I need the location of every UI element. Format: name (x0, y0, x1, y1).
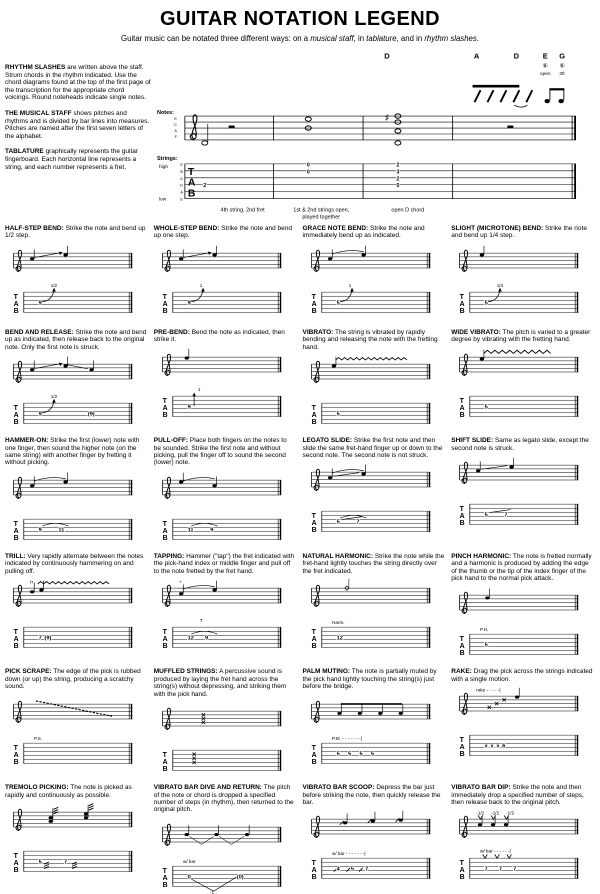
notation-example (303, 808, 439, 886)
legend-entry-whole-step-bend (154, 225, 298, 323)
svg-text:C: C (174, 123, 177, 128)
trill-mark: tr (30, 579, 34, 585)
entry-title: PULL-OFF: (153, 437, 189, 445)
tab-numbers: 5 7 (38, 859, 68, 866)
entry-title: RAKE: (451, 668, 472, 676)
tab-numbers: 5 (484, 300, 488, 307)
entry-desc: Drag the pick across the strings indicated with a single motion. (451, 668, 593, 683)
notation-example (451, 242, 587, 320)
entry-title: NATURAL HARMONIC: (302, 552, 374, 560)
entry-desc: Strike the note while the fret-hand lightly touches the string directly over the fret indicated. (302, 552, 445, 575)
entry-desc: Strike the first note and then slide the same fret-hand finger up or down to the second note. The second note is not struck. (302, 437, 443, 460)
legend-entry-hammer-on (5, 437, 149, 547)
notation-example (5, 469, 141, 547)
chord-name: A (473, 51, 480, 61)
entry-title: LEGATO SLIDE: (302, 437, 353, 445)
top-section (5, 44, 595, 222)
svg-text:D: D (180, 183, 183, 188)
notation-example (303, 693, 439, 771)
legend-entry-muffled-strings (154, 668, 298, 778)
legend-entry-legato-slide (303, 437, 447, 547)
musical-staff (185, 116, 576, 140)
entry-title: HAMMER-ON: (5, 437, 49, 445)
legend-entry-half-step-bend (5, 225, 149, 323)
tab-numbers: 5 7 (336, 520, 360, 527)
legend-entry-tremolo-picking (5, 784, 149, 894)
with-bar-label: w/ bar - - - - - -| (480, 848, 511, 854)
tab-numbers: 5 (484, 643, 488, 650)
entry-desc: The pitch of the note or chord is dropped a specified number of steps (in rhythm), then returned to the original pitch. (153, 784, 294, 814)
entry-title: PALM MUTING: (302, 668, 351, 676)
tab-staff (185, 164, 576, 199)
legend-entry-tapping (154, 553, 298, 663)
palm-mute-label: P.M. - - - - - - -| (331, 735, 362, 741)
tab-numbers: x x x 6 (484, 743, 506, 750)
entry-desc: The note is partially muted by the pick hand lightly touching the string(s) just before the bridge. (302, 668, 437, 691)
notation-example (5, 353, 141, 431)
entry-desc: Strike the note and then immediately drop a specified number of steps, then release back to the original pitch. (451, 784, 584, 806)
notation-example (303, 577, 439, 655)
entry-desc: Place both fingers on the notes to be sounded. Strike the first note and without picking, pull the finger off to sound the second (lower) note. (153, 437, 287, 467)
legend-entry-bend-and-release (5, 329, 149, 431)
tab-numbers: 9 11 (38, 527, 65, 534)
legend-entry-rake (451, 668, 595, 778)
tab-number: 0 (306, 162, 310, 169)
tab-numbers: 5 (336, 411, 340, 418)
entry-desc: Strike the note and bend up 1/4 step. (451, 225, 587, 240)
tab-numbers: 5 7 (484, 512, 508, 519)
entry-desc: A percussive sound is produced by laying the fret hand across the string(s) without depressing, and striking them with the pick hand. (153, 668, 287, 698)
page-subtitle: Guitar music can be notated three different ways: on a musical staff, in tablature, and in rhythm slashes. (121, 34, 479, 43)
legend-entry-trill (5, 553, 149, 663)
entry-desc: The string is vibrated by rapidly bending and releasing the note with the fretting hand. (302, 329, 438, 351)
entry-desc: Bend the note as indicated, then strike it. (153, 329, 285, 344)
staff-notes (202, 113, 514, 145)
svg-text:E: E (180, 197, 183, 202)
legend-entry-palm-muting (303, 668, 447, 778)
entry-desc: Strike the note and bend up as indicated, then release back to the original note. Only the first note is struck. (5, 329, 147, 351)
entry-desc: The note is picked as rapidly and continuously as possible. (5, 784, 132, 799)
entry-desc: The note is fretted normally and a harmonic is produced by adding the edge of the thumb or the tip of the index finger of the pick hand to the normal pick attack. (451, 552, 592, 583)
with-bar-label: w/ bar (182, 858, 196, 864)
tab-number: 2 (203, 183, 207, 190)
entry-title: TREMOLO PICKING: (5, 784, 69, 792)
notation-example (5, 242, 141, 320)
notation-example (451, 346, 587, 424)
notation-example (303, 242, 439, 320)
example-caption: 4th string, 2nd fret (220, 207, 265, 214)
legend-entry-natural-harmonic (303, 553, 447, 663)
tab-numbers: 5 (484, 404, 488, 411)
position-label: 3fr (559, 72, 565, 78)
legend-entry-vibrato-bar-dip (451, 784, 595, 894)
entry-desc: Strike the note and bend up 1/2 step. (5, 225, 146, 240)
notation-example (5, 577, 141, 655)
legend-entry-vibrato-bar-dive-and-return (154, 784, 298, 894)
intro-tablature: TABLATURE graphically represents the guitar fingerboard. Each horizontal line represents a string, and each number represents a fret. (5, 148, 139, 171)
chord-name: G (559, 51, 566, 61)
svg-text:A: A (180, 190, 183, 195)
dive-depth-label: -1 (209, 889, 214, 894)
entry-title: VIBRATO BAR SCOOP: (302, 784, 375, 792)
entry-title: VIBRATO: (302, 329, 334, 336)
pick-scrape-label: P.S. (34, 735, 43, 741)
bend-amount: 1 (348, 282, 351, 288)
notation-example (154, 242, 290, 320)
bend-amount: 1 (197, 386, 201, 392)
legend-entry-grace-note-bend (303, 225, 447, 323)
string-circle-mark: ⑥ (559, 63, 565, 70)
intro-rhythm-slashes: RHYTHM SLASHES are written above the staff. Strum chords in the rhythm indicated. Use the chord diagrams found at the top of the first page of the transcription for the appropriate chord voicings. Round noteheads indicate single notes. (5, 64, 151, 102)
tab-numbers: 11 9 (187, 527, 214, 534)
entry-desc: Depress the bar just before striking the note, then quickly release the bar. (302, 784, 441, 806)
entry-title: TAPPING: (153, 552, 185, 560)
legend-entry-shift-slide (451, 437, 595, 547)
notation-example (451, 685, 587, 763)
tab-numbers: 9 (187, 300, 191, 307)
tab-numbers: 12 (336, 635, 343, 642)
tap-mark: + (179, 579, 182, 585)
with-bar-label: w/ bar - - - - - - -| (331, 851, 366, 857)
legend-entry-pull-off (154, 437, 298, 547)
harmonic-label: Harm. (331, 619, 345, 625)
bend-amount: 1/2 (50, 394, 58, 400)
chord-name: E (542, 51, 548, 61)
low-label: low (158, 197, 167, 203)
entry-title: BEND AND RELEASE: (5, 329, 74, 336)
notation-example (451, 454, 587, 532)
entry-title: VIBRATO BAR DIVE AND RETURN: (153, 784, 262, 792)
top-notation-system (157, 44, 595, 222)
tab-numbers: 0 (187, 874, 191, 881)
entry-title: HALF-STEP BEND: (5, 225, 64, 232)
tab-number: 0 (306, 169, 310, 176)
entry-desc: Strike the note and bend up one step. (153, 225, 293, 240)
entry-desc: Very rapidly alternate between the notes indicated by continuously hammering on and pulling off. (5, 552, 144, 575)
notation-example (154, 816, 290, 894)
chord-name: D (384, 51, 390, 61)
high-label: high (158, 164, 169, 170)
tab-numbers: 7 7 7 (484, 866, 517, 873)
entry-title: SHIFT SLIDE: (451, 437, 494, 445)
intro-column (5, 44, 157, 179)
legend-entry-pre-bend (154, 329, 298, 431)
entry-title: WIDE VIBRATO: (451, 329, 501, 336)
tab-number: 2 (396, 176, 400, 183)
entry-title: PINCH HARMONIC: (451, 552, 512, 560)
harmonic-label: P.H. (480, 627, 489, 633)
legend-grid (5, 225, 595, 894)
notes-label: Notes: (157, 110, 175, 117)
notation-example (154, 700, 290, 778)
example-caption: 1st & 2nd strings open, (293, 207, 350, 214)
legend-entry-vibrato (303, 329, 447, 431)
entry-title: GRACE NOTE BEND: (302, 225, 369, 232)
legend-entry-vibrato-bar-scoop (303, 784, 447, 894)
sharp-sign: ♯ (384, 113, 389, 123)
example-caption: played together (302, 214, 341, 221)
tab-numbers: 5 5 5 5 (336, 751, 374, 758)
notation-example (154, 346, 290, 424)
example-caption: open D chord (391, 207, 425, 214)
entry-desc: The edge of the pick is rubbed down (or up) the string, producing a scratchy sound. (5, 668, 141, 691)
notation-example (451, 584, 587, 662)
legend-entry-wide-vibrato (451, 329, 595, 431)
svg-text:E: E (174, 117, 177, 122)
notation-example (154, 469, 290, 547)
notation-example (303, 461, 439, 539)
svg-text:F: F (174, 134, 177, 139)
tab-numbers: 4 5 7 (336, 866, 368, 873)
tab-clef-letter: B (187, 188, 196, 200)
tab-numbers: 12 9 (187, 635, 208, 642)
svg-text:A: A (174, 129, 177, 134)
svg-text:B: B (180, 169, 183, 174)
rake-label: rake - - - - -| (476, 687, 501, 693)
tab-clef-letter: T (187, 166, 195, 178)
tab-numbers: (9) (87, 411, 95, 418)
bend-amount: 1/4 (496, 282, 504, 288)
tab-numbers: (0) (236, 874, 244, 881)
entry-title: WHOLE-STEP BEND: (153, 225, 220, 232)
strings-label: Strings: (157, 155, 178, 162)
svg-text:E: E (180, 162, 183, 167)
legend-entry-slight-microtone-bend (451, 225, 595, 323)
bend-amount: 1/2 (50, 282, 58, 288)
position-label: open (539, 72, 551, 78)
tab-number: 0 (396, 183, 400, 190)
rhythm-slashes-figure (473, 86, 565, 107)
chord-name: D (513, 51, 520, 61)
notation-example (5, 693, 141, 771)
entry-title: TRILL: (5, 552, 26, 560)
entry-title: PRE-BEND: (153, 329, 190, 336)
string-circle-mark: ⑥ (542, 63, 548, 70)
bend-amount: 1 (199, 282, 203, 288)
notation-example (154, 577, 290, 655)
entry-desc: Strike the first (lower) note with one finger, then sound the higher note (on the same string) with another finger by fretting it without picking. (5, 437, 140, 467)
entry-title: PICK SCRAPE: (5, 668, 52, 676)
tab-number: 2 (396, 162, 400, 169)
svg-text:G: G (179, 176, 183, 181)
entry-desc: Strike the note and immediately bend up as indicated. (302, 225, 425, 240)
tab-numbers: 9 (187, 404, 191, 411)
legend-entry-pick-scrape (5, 668, 149, 778)
intro-musical-staff: THE MUSICAL STAFF shows pitches and rhythms and is divided by bar lines into measures. Pitches are named after the first seven letters of the alphabet. (5, 109, 150, 140)
entry-desc: Same as legato slide, except the second note is struck. (451, 437, 589, 452)
tab-numbers: 9 (38, 411, 42, 418)
entry-title: VIBRATO BAR DIP: (451, 784, 511, 792)
entry-desc: Hammer ("tap") the fret indicated with the pick-hand index or middle finger and pull off to the note fretted by the fret hand. (153, 552, 295, 575)
tab-clef-letter: A (187, 177, 196, 189)
tab-numbers: 9 (38, 300, 42, 307)
notation-example (451, 808, 587, 886)
page-title: GUITAR NOTATION LEGEND (160, 8, 440, 30)
tab-number: 3 (396, 169, 400, 176)
tap-letter: T (199, 618, 203, 624)
tab-numbers: 7 (9) (38, 635, 52, 642)
entry-title: SLIGHT (MICROTONE) BEND: (451, 225, 544, 232)
tab-numbers: 5 (336, 300, 340, 307)
notation-example (303, 353, 439, 431)
entry-title: MUFFLED STRINGS: (153, 668, 218, 676)
notation-example (5, 801, 141, 879)
entry-desc: The pitch is varied to a greater degree by vibrating with the fretting hand. (451, 329, 591, 344)
legend-entry-pinch-harmonic (451, 553, 595, 663)
dip-depth-labels: -1/2 -1/2 -1/2 (476, 810, 515, 816)
